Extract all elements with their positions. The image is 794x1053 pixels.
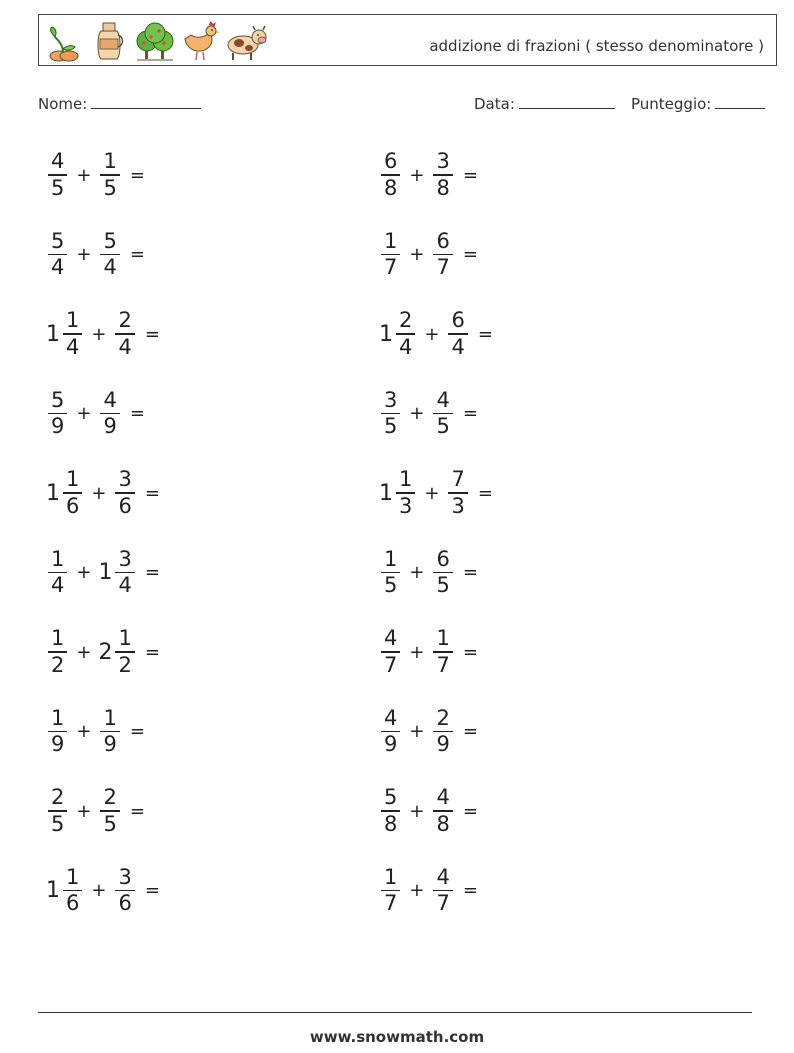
plus-sign: + (409, 562, 425, 583)
numerator: 1 (66, 308, 80, 333)
numerator: 5 (384, 785, 398, 810)
date-label: Data: (474, 95, 515, 113)
denominator: 9 (384, 732, 398, 757)
numerator: 5 (51, 387, 65, 412)
fraction (381, 706, 400, 758)
whole-number: 1 (379, 321, 393, 347)
numerator: 4 (51, 149, 65, 174)
denominator: 9 (51, 414, 65, 439)
fraction (381, 785, 400, 837)
denominator: 6 (66, 891, 80, 916)
plus-sign: + (409, 800, 425, 822)
denominator: 2 (118, 652, 132, 677)
fraction (63, 467, 82, 519)
plus-sign: + (76, 403, 92, 424)
sprout-icon (43, 19, 85, 63)
denominator: 7 (436, 891, 450, 916)
score-field (631, 94, 765, 113)
denominator: 4 (51, 573, 65, 598)
fraction (100, 149, 119, 201)
fraction (100, 388, 119, 440)
fraction (448, 467, 467, 519)
plus-sign: + (91, 880, 107, 901)
denominator: 5 (103, 175, 117, 200)
fraction (381, 149, 400, 201)
equals-sign: = (144, 562, 160, 583)
plus-sign: + (76, 800, 92, 822)
problem-item (46, 225, 145, 285)
equals-sign: = (129, 244, 145, 265)
fraction (433, 706, 452, 758)
denominator: 4 (118, 334, 132, 359)
fraction (381, 865, 400, 917)
fraction (381, 388, 400, 440)
problem-item (379, 861, 478, 921)
denominator: 8 (436, 175, 450, 200)
fraction (48, 547, 67, 599)
equals-sign: = (462, 244, 478, 265)
denominator: 9 (103, 414, 117, 439)
numerator: 4 (384, 705, 398, 730)
numerator: 2 (118, 308, 132, 333)
fraction (433, 149, 452, 201)
problem-item (379, 702, 478, 762)
numerator: 3 (384, 387, 398, 412)
denominator: 4 (51, 255, 65, 280)
equals-sign: = (129, 164, 145, 186)
numerator: 2 (51, 785, 65, 810)
numerator: 1 (51, 626, 65, 651)
numerator: 1 (399, 467, 413, 492)
whole-number: 2 (98, 639, 113, 665)
denominator: 3 (451, 493, 465, 518)
numerator: 1 (66, 864, 80, 889)
fraction (48, 626, 67, 678)
denominator: 4 (118, 573, 132, 598)
fraction (433, 865, 452, 917)
footer-divider (38, 1012, 752, 1013)
problem-item (379, 304, 493, 364)
problem-item (46, 622, 160, 682)
whole-number: 1 (379, 480, 393, 506)
numerator: 3 (118, 546, 132, 571)
denominator: 7 (384, 891, 398, 916)
fraction (433, 388, 452, 440)
numerator: 3 (118, 467, 132, 492)
fraction (115, 308, 134, 360)
equals-sign: = (144, 880, 160, 901)
fraction (381, 626, 400, 678)
numerator: 1 (66, 467, 80, 492)
problem-item (46, 304, 160, 364)
fraction (433, 547, 452, 599)
plus-sign: + (91, 482, 107, 504)
problem-item (379, 463, 493, 523)
cow-icon (223, 19, 269, 63)
denominator: 5 (103, 811, 117, 836)
plus-sign: + (409, 880, 425, 901)
denominator: 6 (118, 891, 132, 916)
denominator: 3 (399, 493, 413, 518)
numerator: 4 (436, 387, 450, 412)
fraction (115, 865, 134, 917)
plus-sign: + (76, 641, 92, 663)
numerator: 1 (51, 546, 65, 571)
plus-sign: + (424, 323, 440, 345)
denominator: 5 (436, 573, 450, 598)
fraction (48, 785, 67, 837)
denominator: 7 (436, 652, 450, 677)
numerator: 3 (118, 864, 132, 889)
problem-item (46, 702, 145, 762)
plus-sign: + (424, 482, 440, 504)
numerator: 5 (103, 228, 117, 253)
equals-sign: = (462, 403, 478, 424)
numerator: 6 (451, 308, 465, 333)
numerator: 3 (436, 149, 450, 174)
plus-sign: + (76, 244, 92, 265)
denominator: 4 (66, 334, 80, 359)
plus-sign: + (76, 164, 92, 186)
fraction (115, 467, 134, 519)
denominator: 4 (399, 334, 413, 359)
whole-number: 1 (46, 321, 60, 347)
equals-sign: = (462, 880, 478, 901)
problem-item (379, 781, 478, 841)
name-blank (91, 94, 201, 109)
denominator: 9 (51, 732, 65, 757)
denominator: 7 (436, 255, 450, 280)
denominator: 6 (66, 493, 80, 518)
equals-sign: = (144, 641, 160, 663)
denominator: 5 (436, 414, 450, 439)
fraction (63, 308, 82, 360)
problem-item (379, 543, 478, 603)
whole-number: 1 (46, 480, 60, 506)
fraction (396, 308, 415, 360)
denominator: 5 (51, 175, 65, 200)
fraction (48, 706, 67, 758)
fraction (115, 547, 134, 599)
equals-sign: = (477, 323, 493, 345)
problem-item (379, 384, 478, 444)
denominator: 4 (103, 255, 117, 280)
worksheet-title: addizione di frazioni ( stesso denominatore ) (429, 37, 764, 55)
equals-sign: = (144, 323, 160, 345)
fraction (63, 865, 82, 917)
fraction (433, 229, 452, 281)
equals-sign: = (462, 164, 478, 186)
denominator: 9 (436, 732, 450, 757)
denominator: 9 (103, 732, 117, 757)
denominator: 8 (384, 811, 398, 836)
score-label: Punteggio: (631, 95, 712, 113)
numerator: 6 (384, 149, 398, 174)
numerator: 1 (384, 546, 398, 571)
numerator: 2 (103, 785, 117, 810)
fraction (48, 149, 67, 201)
equals-sign: = (129, 403, 145, 424)
fraction (381, 229, 400, 281)
footer-url: www.snowmath.com (309, 1028, 485, 1046)
problem-item (46, 861, 160, 921)
denominator: 8 (384, 175, 398, 200)
plus-sign: + (409, 164, 425, 186)
fraction (100, 229, 119, 281)
problem-item (46, 463, 160, 523)
score-blank (715, 94, 765, 109)
numerator: 1 (103, 705, 117, 730)
problem-item (46, 384, 145, 444)
problem-item (46, 781, 145, 841)
denominator: 4 (451, 334, 465, 359)
problem-item (379, 225, 478, 285)
denominator: 2 (51, 652, 65, 677)
fraction (100, 785, 119, 837)
plus-sign: + (409, 721, 425, 742)
numerator: 1 (384, 864, 398, 889)
name-label: Nome: (38, 95, 88, 113)
equals-sign: = (462, 800, 478, 822)
numerator: 4 (436, 864, 450, 889)
plus-sign: + (409, 641, 425, 663)
fraction (396, 467, 415, 519)
fraction (100, 706, 119, 758)
numerator: 1 (384, 228, 398, 253)
fraction (448, 308, 467, 360)
denominator: 5 (51, 811, 65, 836)
numerator: 1 (118, 626, 132, 651)
problem-item (46, 543, 160, 603)
fraction (48, 229, 67, 281)
plus-sign: + (409, 244, 425, 265)
equals-sign: = (462, 721, 478, 742)
numerator: 4 (103, 387, 117, 412)
date-blank (519, 94, 615, 109)
problem-item (379, 622, 478, 682)
plus-sign: + (91, 323, 107, 345)
numerator: 1 (436, 626, 450, 651)
numerator: 6 (436, 546, 450, 571)
milk-jug-icon (93, 19, 125, 63)
plus-sign: + (409, 403, 425, 424)
plus-sign: + (76, 721, 92, 742)
denominator: 5 (384, 414, 398, 439)
denominator: 7 (384, 652, 398, 677)
denominator: 8 (436, 811, 450, 836)
equals-sign: = (477, 482, 493, 504)
numerator: 6 (436, 228, 450, 253)
problem-item (46, 145, 145, 205)
numerator: 2 (399, 308, 413, 333)
numerator: 7 (451, 467, 465, 492)
fraction (433, 785, 452, 837)
tree-icon (133, 19, 177, 63)
denominator: 5 (384, 573, 398, 598)
date-field (474, 94, 615, 113)
whole-number: 1 (46, 878, 60, 903)
equals-sign: = (129, 800, 145, 822)
equals-sign: = (462, 562, 478, 583)
numerator: 1 (51, 705, 65, 730)
denominator: 7 (384, 255, 398, 280)
fraction (433, 626, 452, 678)
numerator: 2 (436, 705, 450, 730)
numerator: 4 (384, 626, 398, 651)
fraction (115, 626, 134, 678)
plus-sign: + (76, 562, 92, 583)
numerator: 1 (103, 149, 117, 174)
equals-sign: = (129, 721, 145, 742)
equals-sign: = (462, 641, 478, 663)
denominator: 6 (118, 493, 132, 518)
problem-item (379, 145, 478, 205)
numerator: 5 (51, 228, 65, 253)
whole-number: 1 (98, 560, 113, 585)
fraction (381, 547, 400, 599)
name-field (38, 94, 201, 113)
hen-icon (179, 19, 221, 63)
fraction (48, 388, 67, 440)
equals-sign: = (144, 482, 160, 504)
numerator: 4 (436, 785, 450, 810)
header-box (38, 14, 777, 66)
